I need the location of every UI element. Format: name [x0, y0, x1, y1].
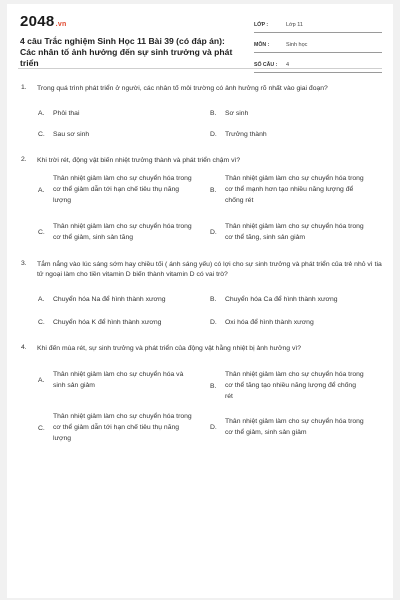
- option-text: Thân nhiệt giảm làm cho sự chuyển hóa trong cơ thể giảm, sinh sản tăng: [53, 223, 192, 241]
- question-stem: Trong quá trình phát triển ở người, các nhân tố môi trường có ảnh hưởng rõ nhất vào giai đoạn?: [37, 85, 328, 92]
- meta-box: [254, 18, 382, 78]
- meta-row-count: [254, 58, 382, 73]
- option-letter: D.: [210, 319, 217, 326]
- meta-value: 4: [286, 62, 290, 68]
- page-title: 4 câu Trắc nghiệm Sinh Học 11 Bài 39 (có đáp án): Các nhân tố ảnh hưởng đến sự sinh trưởng và phát triển: [20, 36, 233, 68]
- logo-text: 2048: [20, 13, 55, 30]
- meta-value: Lớp 11: [286, 22, 303, 28]
- question-number: 4.: [21, 344, 27, 351]
- question-stem: Khi trời rét, động vật biến nhiệt trưởng thành và phát triển chậm vì?: [37, 157, 241, 164]
- option-letter: B.: [210, 187, 217, 194]
- option-letter: B.: [210, 110, 217, 117]
- question-number: 2.: [21, 156, 27, 163]
- option-text: Thân nhiệt giảm làm cho sự chuyển hóa trong cơ thể tăng, sinh sản giảm: [225, 223, 364, 241]
- option-letter: C.: [38, 425, 45, 432]
- option-letter: A.: [38, 187, 45, 194]
- option-text: Thân nhiệt giảm làm cho sự chuyển hóa và sinh sản giảm: [53, 371, 184, 389]
- option-text: Chuyển hóa Ca để hình thành xương: [225, 296, 338, 303]
- option-letter: B.: [210, 296, 217, 303]
- option-letter: A.: [38, 296, 45, 303]
- option-text: Trưởng thành: [225, 131, 267, 138]
- option-text: Sơ sinh: [225, 110, 249, 117]
- option-text: Oxi hóa để hình thành xương: [225, 319, 314, 326]
- option-letter: D.: [210, 229, 217, 236]
- option-text: Chuyển hóa K để hình thành xương: [53, 319, 162, 326]
- meta-label: LỚP :: [254, 22, 269, 28]
- option-letter: C.: [38, 229, 45, 236]
- option-text: Thân nhiệt giảm làm cho sự chuyển hóa trong cơ thể giảm dẫn tới hạn chế tiêu thụ năng lượng: [53, 413, 192, 442]
- worksheet-page: [7, 4, 393, 598]
- option-text: Thân nhiệt giảm làm cho sự chuyển hóa trong cơ thể mạnh hơn tạo nhiều năng lượng để chống rét: [225, 175, 364, 204]
- option-text: Sau sơ sinh: [53, 131, 90, 138]
- meta-value: Sinh học: [286, 42, 308, 48]
- question-number: 1.: [21, 84, 27, 91]
- option-text: Thân nhiệt giảm làm cho sự chuyển hóa trong cơ thể giảm, sinh sản giảm: [225, 418, 364, 436]
- meta-row-class: [254, 18, 382, 33]
- option-letter: D.: [210, 131, 217, 138]
- question-stem: Tắm nắng vào lúc sáng sớm hay chiều tối ( ánh sáng yếu) có lợi cho sự sinh trưởng và phát triển của trẻ nhỏ vì tia tử ngoại làm cho tiền vitamin D biến thành vitamin D có vai trò?: [37, 261, 382, 278]
- header-divider: [18, 68, 382, 69]
- option-letter: C.: [38, 131, 45, 138]
- option-text: Chuyển hóa Na để hình thành xương: [53, 296, 166, 303]
- option-text: Thân nhiệt giảm làm cho sự chuyển hóa trong cơ thể tăng tạo nhiều năng lượng để chống rét: [225, 371, 364, 400]
- option-text: Thân nhiệt giảm làm cho sự chuyển hóa trong cơ thể giảm dẫn tới hạn chế tiêu thụ năng lượng: [53, 175, 192, 204]
- logo-suffix: .vn: [55, 21, 67, 28]
- option-letter: D.: [210, 424, 217, 431]
- option-text: Phôi thai: [53, 110, 80, 117]
- page-header: [7, 4, 393, 68]
- question-number: 3.: [21, 260, 27, 267]
- meta-label: SỐ CÂU :: [254, 62, 278, 68]
- option-letter: A.: [38, 377, 45, 384]
- option-letter: C.: [38, 319, 45, 326]
- meta-label: MÔN :: [254, 42, 270, 48]
- meta-row-subject: [254, 38, 382, 53]
- option-letter: B.: [210, 383, 217, 390]
- question-stem: Khi đến mùa rét, sự sinh trưởng và phát triển của động vật hằng nhiệt bị ảnh hưởng vì?: [37, 345, 302, 352]
- option-letter: A.: [38, 110, 45, 117]
- site-logo[interactable]: [20, 13, 67, 30]
